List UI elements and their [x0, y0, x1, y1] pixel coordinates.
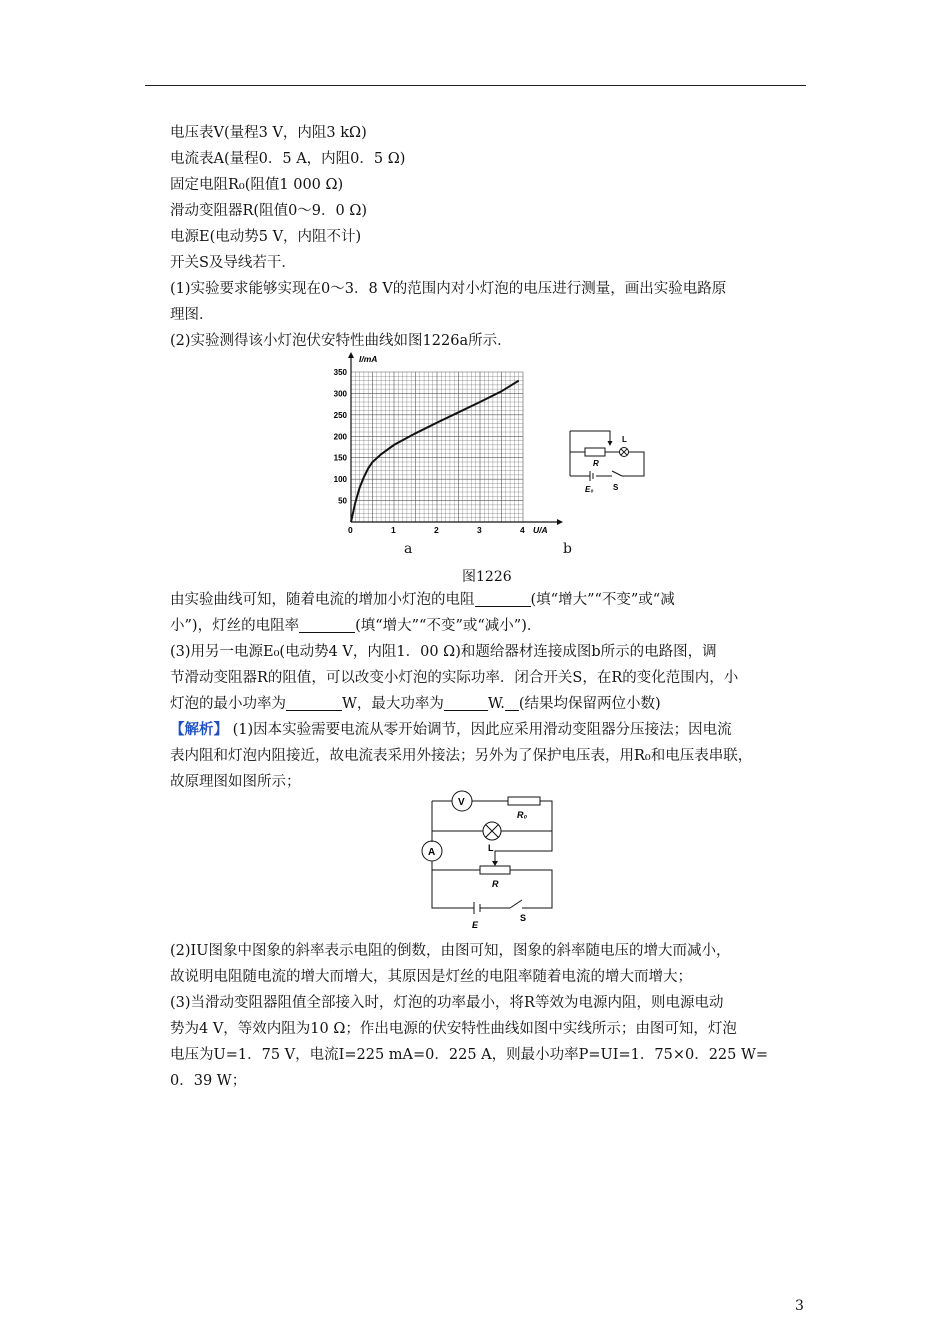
- y-tick-label: 50: [338, 496, 347, 506]
- voltmeter-line: 电压表V(量程3 V，内阻3 kΩ): [170, 125, 367, 141]
- label-s: S: [613, 483, 619, 492]
- equipment-list: [170, 120, 810, 354]
- analysis-b3: (3)当滑动变阻器阻值全部接入时，灯泡的功率最小，将R等效为电源内阻，则电源电动: [170, 995, 724, 1011]
- x-axis-label: U/A: [533, 525, 548, 535]
- header-rule: [145, 85, 806, 86]
- label-l: L: [488, 843, 494, 853]
- label-e: E: [472, 920, 479, 930]
- label-r: R: [593, 459, 599, 468]
- y-tick-label: 200: [333, 432, 347, 442]
- page-number: 3: [795, 1298, 804, 1314]
- y-axis-arrow-icon: [348, 352, 354, 358]
- analysis-b2: 故说明电阻随电流的增大而增大，其原因是灯丝的电阻率随着电流的增大而增大；: [170, 969, 692, 985]
- text-p1: 由实验曲线可知，随着电流的增加小灯泡的电阻: [170, 592, 475, 608]
- x-tick-label: 2: [434, 525, 439, 535]
- analysis-b4: 势为4 V，等效内阻为10 Ω；作出电源的伏安特性曲线如图中实线所示；由图可知，灯泡: [170, 1021, 737, 1037]
- y-tick-label: 150: [333, 453, 347, 463]
- x-axis-arrow-icon: [557, 519, 563, 525]
- y-tick-label: 100: [333, 475, 347, 485]
- question-block: [170, 587, 810, 795]
- text-p2b: (填“增大”“不变”或“减小”)．: [355, 618, 542, 634]
- rheostat-line: 滑动变阻器R(阻值0～9．0 Ω): [170, 203, 368, 219]
- analysis-3: 故原理图如图所示；: [170, 774, 301, 790]
- analysis-b6: 0．39 W；: [170, 1073, 247, 1089]
- label-r: R: [492, 879, 499, 889]
- source-line: 电源E(电动势5 V，内阻不计): [170, 229, 362, 245]
- switch-icon: [612, 471, 622, 476]
- switch-line: 开关S及导线若干．: [170, 255, 296, 271]
- x-tick-label: 4: [520, 525, 525, 535]
- blank-2: [299, 616, 355, 633]
- y-axis-label: I/mA: [359, 354, 378, 364]
- blank-4: [444, 694, 488, 711]
- question-1-cont: 理图．: [170, 307, 214, 323]
- figure-caption: 图1226: [462, 569, 512, 585]
- ammeter-line: 电流表A(量程0．5 A，内阻0．5 Ω): [170, 151, 406, 167]
- circuit-b: [560, 425, 655, 497]
- switch-s-icon: [510, 900, 522, 908]
- x-tick-label: 0: [348, 525, 353, 535]
- question-1: (1)实验要求能够实现在0～3．8 V的范围内对小灯泡的电压进行测量，画出实验电路原: [170, 281, 727, 297]
- analysis-2: 表内阻和灯泡内阻接近，故电流表采用外接法；另外为了保护电压表，用R₀和电压表串联，: [170, 748, 753, 764]
- text-p2: 小”)，灯丝的电阻率: [170, 618, 300, 634]
- label-v: V: [458, 797, 465, 808]
- slider-arrow-icon: [492, 861, 498, 866]
- iv-chart: [325, 352, 565, 537]
- text-q3c2: W，最大功率为: [342, 696, 444, 712]
- label-e0: E₀: [585, 485, 594, 494]
- analysis-b5: 电压为U=1．75 V，电流I=225 mA=0．225 A，则最小功率P=UI=1．75×0．225 W=: [170, 1047, 769, 1063]
- slider-arrow-icon: [608, 441, 613, 446]
- label-r0: R₀: [517, 810, 528, 820]
- x-tick-label: 1: [391, 525, 396, 535]
- chart-axes: [348, 352, 563, 525]
- r0-line: 固定电阻R₀(阻值1 000 Ω): [170, 177, 344, 193]
- label-s: S: [520, 913, 527, 923]
- text-q3c3: W.: [487, 696, 505, 712]
- x-tick-label: 3: [477, 525, 482, 535]
- question-2: (2)实验测得该小灯泡伏安特性曲线如图1226a所示．: [170, 333, 512, 349]
- label-l: L: [622, 435, 627, 444]
- text-q3c4: (结果均保留两位小数): [518, 696, 661, 712]
- label-a: A: [428, 847, 436, 858]
- rheostat-icon: [480, 866, 510, 874]
- text-q3c1: 灯泡的最小功率为: [170, 696, 286, 712]
- blank-5: [505, 694, 519, 711]
- blank-3: [286, 694, 342, 711]
- y-tick-label: 250: [333, 410, 347, 420]
- figure-label-b: b: [563, 541, 572, 557]
- figure-label-a: a: [404, 541, 413, 557]
- text-p1b: (填“增大”“不变”或“减: [530, 592, 675, 608]
- analysis-continued: [170, 938, 810, 1094]
- y-tick-label: 350: [333, 368, 347, 377]
- analysis-b1: (2)IU图象中图象的斜率表示电阻的倒数，由图可知，图象的斜率随电压的增大而减小，: [170, 943, 731, 959]
- analysis-1: (1)因本实验需要电流从零开始调节，因此应采用滑动变阻器分压接法；因电流: [232, 722, 732, 738]
- question-3: (3)用另一电源E₀(电动势4 V，内阻1．00 Ω)和题给器材连接成图b所示的电路图，调: [170, 644, 717, 660]
- r0-icon: [508, 797, 540, 805]
- analysis-tag: 【解析】: [170, 721, 228, 738]
- question-3-b: 节滑动变阻器R的阻值，可以改变小灯泡的实际功率．闭合开关S，在R的变化范围内，小: [170, 670, 739, 686]
- circuit-principle: [410, 788, 560, 933]
- blank-1: [475, 590, 531, 607]
- y-tick-label: 300: [333, 389, 347, 399]
